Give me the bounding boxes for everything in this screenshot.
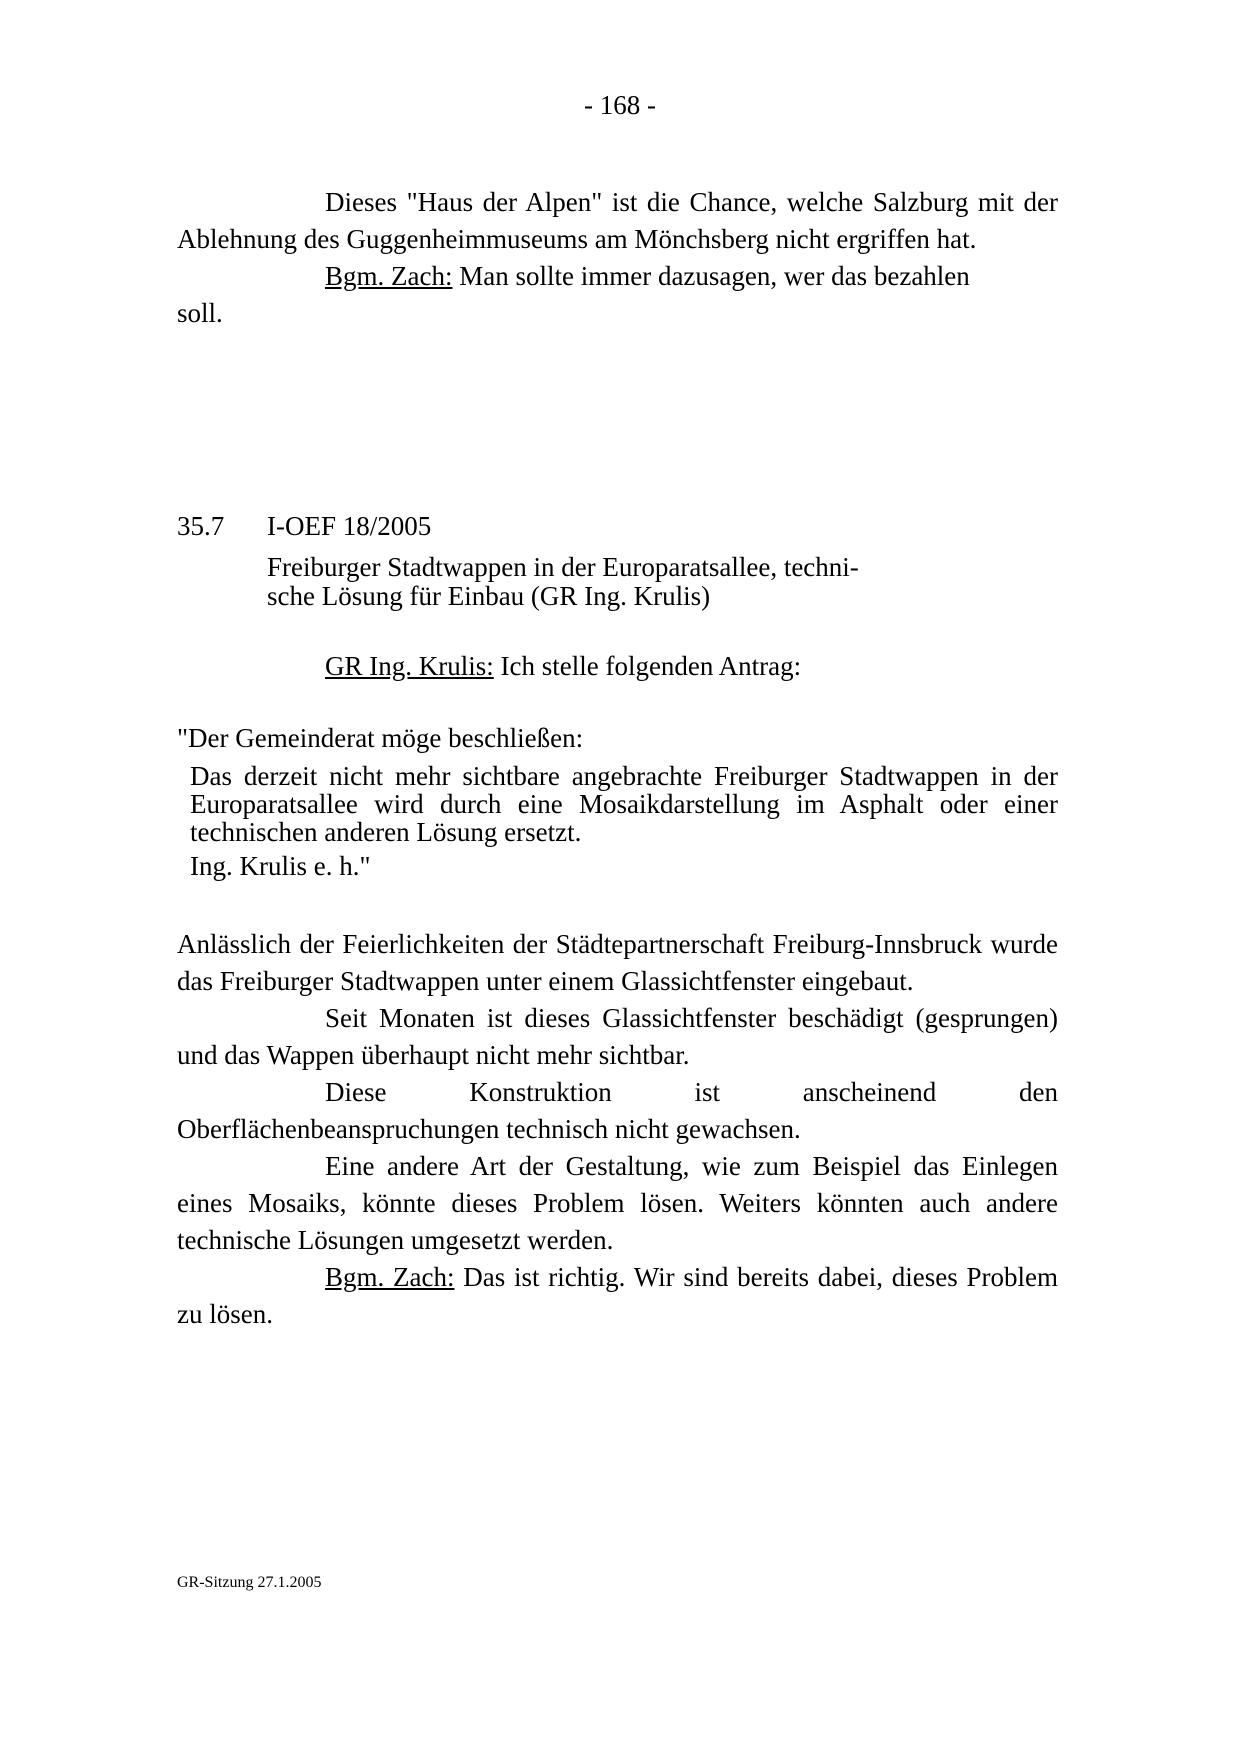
agenda-item-number: 35.7 (177, 511, 225, 541)
motion-signature: Ing. Krulis e. h." (190, 851, 371, 881)
paragraph-zach-answer (177, 1259, 1058, 1333)
footer-session-date: GR-Sitzung 27.1.2005 (177, 1574, 322, 1591)
speaker-name: GR Ing. Krulis: (325, 651, 494, 681)
agenda-item-title: Freiburger Stadtwappen in der Europaratsallee, techni- sche Lösung für Einbau (GR Ing. Krulis) (267, 552, 859, 611)
speaker-statement: Ich stelle folgenden Antrag: (493, 651, 802, 681)
paragraph-haus-der-alpen: Dieses "Haus der Alpen" ist die Chance, welche Salzburg mit der Ablehnung des Guggenheimmuseums am Mönchsberg nicht ergriffen hat. (177, 187, 1058, 254)
paragraph-justification-2: Seit Monaten ist dieses Glassichtfenster beschädigt (gesprungen) und das Wappen überhaupt nicht mehr sichtbar. (177, 1003, 1058, 1070)
speaker-statement: Das ist richtig. Wir sind bereits dabei, dieses Problem zu lösen. (177, 1262, 1058, 1329)
paragraph-zach-reply (177, 258, 1058, 295)
justification-section (177, 926, 1058, 1333)
paragraph-continuation: soll. (177, 298, 223, 328)
paragraph-justification-3: Diese Konstruktion ist anscheinend den Oberflächenbeanspruchungen technisch nicht gewachsen. (177, 1077, 1058, 1144)
opening-section (177, 184, 1058, 332)
agenda-item-code: I-OEF 18/2005 (267, 511, 432, 541)
page-number: - 168 - (584, 90, 656, 120)
speaker-statement: Man sollte immer dazusagen, wer das bezahlen (452, 261, 970, 291)
paragraph-justification-4: Eine andere Art der Gestaltung, wie zum Beispiel das Einlegen eines Mosaiks, könnte dieses Problem lösen. Weiters könnten auch andere technische Lösungen umgesetzt werden. (177, 1151, 1058, 1255)
speaker-name: Bgm. Zach: (325, 261, 453, 291)
speaker-name: Bgm. Zach: (325, 1262, 455, 1292)
paragraph-justification-1: Anlässlich der Feierlichkeiten der Städtepartnerschaft Freiburg-Innsbruck wurde das Freiburger Stadtwappen unter einem Glassichtfenster eingebaut. (177, 929, 1058, 996)
motion-text: Das derzeit nicht mehr sichtbare angebrachte Freiburger Stadtwappen in der Europaratsallee wird durch eine Mosaikdarstellung im Asphalt oder einer technischen anderen Lösung ersetzt. (190, 761, 1058, 847)
motion-opening: "Der Gemeinderat möge beschließen: (177, 723, 584, 753)
motion-intro (325, 648, 801, 685)
